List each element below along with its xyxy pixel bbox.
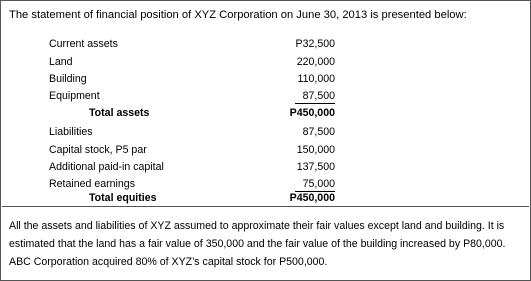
equity-value-capital-stock: 150,000 — [296, 144, 335, 156]
asset-value-current-assets: P32,500 — [295, 38, 335, 50]
equity-label-retained-earnings: Retained earnings — [49, 178, 135, 190]
asset-label-equipment: Equipment — [49, 90, 100, 102]
equity-label-liabilities: Liabilities — [49, 126, 93, 138]
total-equities-label: Total equities — [89, 192, 157, 204]
asset-value-building: 110,000 — [297, 73, 335, 85]
total-equities-value: P450,000 — [289, 192, 335, 204]
equity-label-additional-paid-in-capital: Additional paid-in capital — [49, 161, 164, 173]
equity-value-retained-earnings — [277, 178, 335, 190]
asset-value-equipment — [277, 90, 335, 102]
asset-value-land: 220,000 — [296, 56, 335, 68]
total-assets-value: P450,000 — [289, 107, 335, 119]
section-divider — [2, 206, 529, 207]
equity-value-liabilities: 87,500 — [302, 126, 335, 138]
notes-paragraph — [9, 217, 525, 271]
retained-earnings-value-text: 75,000 — [295, 178, 335, 192]
asset-label-current-assets: Current assets — [49, 38, 118, 50]
paragraph-line: ABC Corporation acquired 80% of XYZ’s capital stock for P500,000. — [9, 256, 328, 268]
intro-text: The statement of financial position of XYZ Corporation on June 30, 2013 is presented below: — [9, 9, 467, 21]
asset-label-land: Land — [49, 56, 73, 68]
total-assets-label: Total assets — [89, 107, 150, 119]
asset-label-building: Building — [49, 73, 87, 85]
paragraph-line: estimated that the land has a fair value of 350,000 and the fair value of the building increased by P80,000. — [9, 238, 506, 250]
equity-label-capital-stock: Capital stock, P5 par — [49, 144, 147, 156]
equity-value-additional-paid-in-capital: 137,500 — [296, 161, 335, 173]
equipment-value-text: 87,500 — [295, 90, 335, 104]
paragraph-line: All the assets and liabilities of XYZ assumed to approximate their fair values except land and building. It is — [9, 220, 505, 232]
